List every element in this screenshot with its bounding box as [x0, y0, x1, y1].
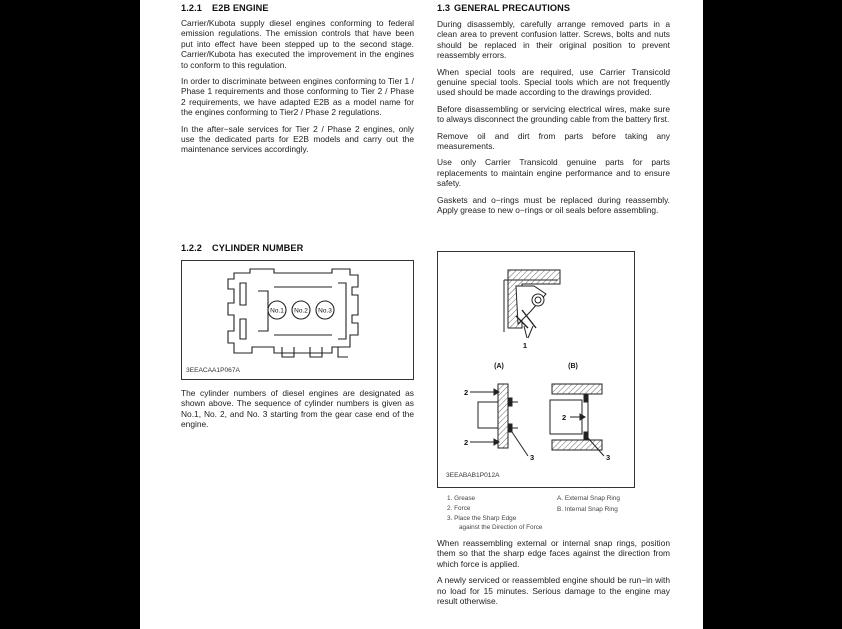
snap-ring-figure [437, 251, 635, 488]
snap-ring-notes [437, 538, 670, 612]
label-a: (A) [494, 363, 504, 370]
legend-item-a: A. External Snap Ring [557, 495, 620, 502]
cylinder-2-label: No.2 [294, 307, 308, 315]
section-title: CYLINDER NUMBER [212, 243, 304, 253]
paragraph: Gaskets and o−rings must be replaced during reassembly. Apply grease to new o−rings or oil seals before assembling. [437, 194, 670, 216]
paragraph: Remove oil and dirt from parts before taking any measurements. [437, 130, 670, 152]
cylinder-number-text [181, 388, 414, 436]
paragraph: When reassembling external or internal snap rings, position them so that the sharp edge faces against the direction from which force is applied. [437, 538, 670, 569]
callout-2-a: 2 [464, 388, 469, 397]
cylinder-number-figure [181, 260, 414, 380]
section-number: 1.2.1 [181, 3, 202, 13]
section-heading [181, 3, 414, 13]
section-1-2-2 [181, 243, 414, 253]
paragraph: Use only Carrier Transicold genuine parts for parts replacements to maintain engine performance and to ensure safety. [437, 157, 670, 189]
figure-code: 3EEACAA1P067A [186, 367, 240, 374]
callout-3-a: 3 [530, 453, 535, 462]
legend-item-1: 1. Grease [447, 495, 476, 502]
seal-and-snap-ring-drawing [438, 252, 634, 487]
paragraph: Before disassembling or servicing electrical wires, make sure to always disconnect the grounding cable from the battery first. [437, 103, 670, 125]
callout-2-b: 2 [464, 438, 469, 447]
callout-3-b: 3 [606, 453, 611, 462]
paragraph: Carrier/Kubota supply diesel engines conforming to federal emission regulations. The emission controls that have been put into effect have been stepped up to the second stage. Carrier/Kubota has executed the improvement in the engines to conform to this regulation. [181, 18, 414, 70]
section-title: GENERAL PRECAUTIONS [454, 3, 571, 13]
section-heading [181, 243, 414, 253]
section-heading [437, 3, 670, 13]
paragraph: When special tools are required, use Carrier Transicold genuine special tools. Special tools which are not frequently used should be made according to the drawings provided. [437, 66, 670, 98]
paragraph: In order to discriminate between engines conforming to Tier 1 / Phase 1 requirements and those conforming to Tier 2 / Phase 2 requirements, we have adapted E2B as a model name for the engines conforming to Tier2 / Phase 2 regulations. [181, 76, 414, 118]
paragraph: During disassembly, carefully arrange removed parts in a clean area to prevent confusion latter. Screws, bolts and nuts should be replaced in their original position to prevent reassembly errors. [437, 19, 670, 61]
figure-code: 3EEABAB1P012A [446, 472, 500, 479]
legend-item-3: 3. Place the Sharp Edge [447, 515, 517, 522]
callout-2-c: 2 [562, 413, 567, 422]
legend-item-2: 2. Force [447, 505, 471, 512]
paragraph: A newly serviced or reassembled engine should be run−in with no load for 15 minutes. Serious damage to the engine may result otherwise. [437, 575, 670, 607]
paragraph: In the after−sale services for Tier 2 / Phase 2 engines, only use the dedicated parts for E2B models and carry out the maintenance services accordingly. [181, 123, 414, 155]
section-title: E2B ENGINE [212, 3, 269, 13]
engine-top-view-drawing [182, 261, 413, 379]
section-1-3 [437, 3, 670, 222]
callout-1: 1 [522, 341, 528, 350]
section-number: 1.3 [437, 3, 451, 13]
paragraph: The cylinder numbers of diesel engines are designated as shown above. The sequence of cylinder numbers is given as No.1, No. 2, and No. 3 starting from the gear case end of the engine. [181, 388, 414, 430]
manual-page [140, 0, 703, 629]
legend-item-3-cont: against the Direction of Force [459, 524, 543, 531]
label-b: (B) [568, 363, 578, 370]
section-1-2-1 [181, 3, 414, 161]
legend-item-b: B. Internal Snap Ring [557, 506, 618, 513]
cylinder-3-label: No.3 [318, 307, 332, 315]
cylinder-1-label: No.1 [270, 307, 284, 315]
section-number: 1.2.2 [181, 243, 202, 253]
